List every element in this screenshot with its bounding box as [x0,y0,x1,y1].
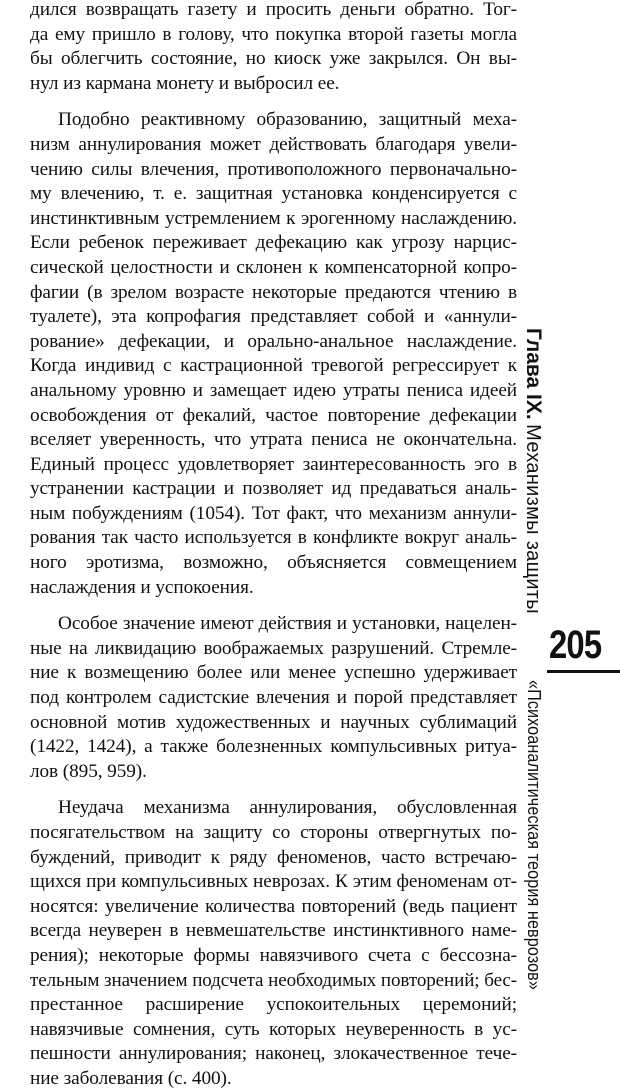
text-line: устранении кастрации и позволяет ид предаваться аналь- [30,478,517,500]
text-line: буждений, приводит к ряду феноменов, часто встречаю- [30,846,517,868]
text-line: под контролем садистские влечения и порой представляет [30,687,517,709]
text-line: рования так часто используется в конфликте вокруг аналь- [30,527,517,549]
running-head-sidebar [532,0,620,994]
paragraph-gap [30,96,517,108]
book-title: «Психоаналитическая теория неврозов» [524,680,545,990]
chapter-running-head-text [521,328,545,614]
text-line: рование» дефекации, и орально-анальное наслаждение. [30,330,517,352]
text-line: освобождения от фекалий, частое повторение дефекации [30,404,517,426]
text-line: анальному уровню и замещает идею утраты пениса идеей [30,379,517,401]
text-line: чению силы влечения, противоположного первоначально- [30,158,517,180]
text-line: ние к возмещению более или менее успешно удерживает [30,662,517,684]
text-line: (1422, 1424), а также болезненных компульсивных ритуа- [30,736,517,758]
chapter-name: Механизмы защиты [522,424,544,614]
text-line: престанное расширение успокоительных церемоний; [30,994,517,1016]
text-line: носятся: увеличение количества повторений (ведь пациент [30,895,517,917]
text-line: нул из кармана монету и выбросил ее. [30,72,340,94]
text-line: всегда неуверен в невмешательстве инстинктивного наме- [30,920,517,942]
text-line: тельным значением подсчета необходимых повторений; бес- [30,969,517,991]
text-line: да ему пришло в голову, что покупка второй газеты могла [30,23,517,45]
text-line: ного эротизма, возможно, объясняется совмещением [30,552,517,574]
text-line: низм аннулирования может действовать благодаря увели- [30,133,517,155]
paragraph [30,796,517,1091]
text-line: Единый процесс удовлетворяет заинтересованность эго в [30,453,517,475]
text-line: инстинктивным устремлением к эрогенному наслаждению. [30,207,517,229]
text-line: Когда индивид с кастрационной тревогой регрессирует к [30,355,517,377]
text-line: пешности аннулирования; наконец, злокачественное тече- [30,1043,517,1065]
text-line: ным побуждениям (1054). Тот факт, что механизм аннули- [30,502,517,524]
text-line: вселяет уверенность, что утрата пениса не окончательна. [30,429,517,451]
text-line: му влечению, т. е. защитная установка конденсируется с [30,183,517,205]
paragraph [30,0,517,96]
paragraph-gap [30,784,517,796]
text-line: ные на ликвидацию воображаемых разрушений. Стремле- [30,637,517,659]
text-line: Неудача механизма аннулирования, обусловленная [58,797,517,819]
text-line: щихся при компульсивных неврозах. К этим феноменам от- [30,871,517,893]
text-line: навязчивые сомнения, суть которых неуверенность в ус- [30,1018,517,1040]
body-text [30,0,517,1092]
paragraph [30,612,517,784]
text-line: основной мотив художественных и научных сублимаций [30,711,517,733]
text-line: фагии (в зрелом возрасте некоторые предаются чтению в [30,281,517,303]
page-number-rule [547,670,620,673]
book-running-head-text [523,680,545,990]
text-line: Подобно реактивному образованию, защитный меха- [58,109,517,131]
text-line: посягательством на защиту со стороны отвергнутых по- [30,822,517,843]
text-line: дился возвращать газету и просить деньги обратно. Тог- [30,0,517,20]
paragraph [30,108,517,600]
text-line: Если ребенок переживает дефекацию как угрозу нарцис- [30,232,517,254]
text-line: рения); некоторые формы навязчивого счета с бессозна- [30,944,517,966]
text-line: бы облегчить состояние, но киоск уже закрылся. Он вы- [30,48,517,70]
text-line: туалете), эта копрофагия представляет собой и «аннули- [30,306,517,328]
text-line: Особое значение имеют действия и установки, нацелен- [58,613,517,635]
text-line: ние заболевания (с. 400). [30,1067,232,1089]
text-line: лов (895, 959). [30,760,147,782]
text-line: наслаждения и успокоения. [30,576,254,598]
page-number: 205 [549,623,602,667]
text-line: сической целостности и склонен к компенсаторной копро- [30,256,517,278]
paragraph-gap [30,600,517,612]
chapter-label: Глава IX. [522,328,545,420]
